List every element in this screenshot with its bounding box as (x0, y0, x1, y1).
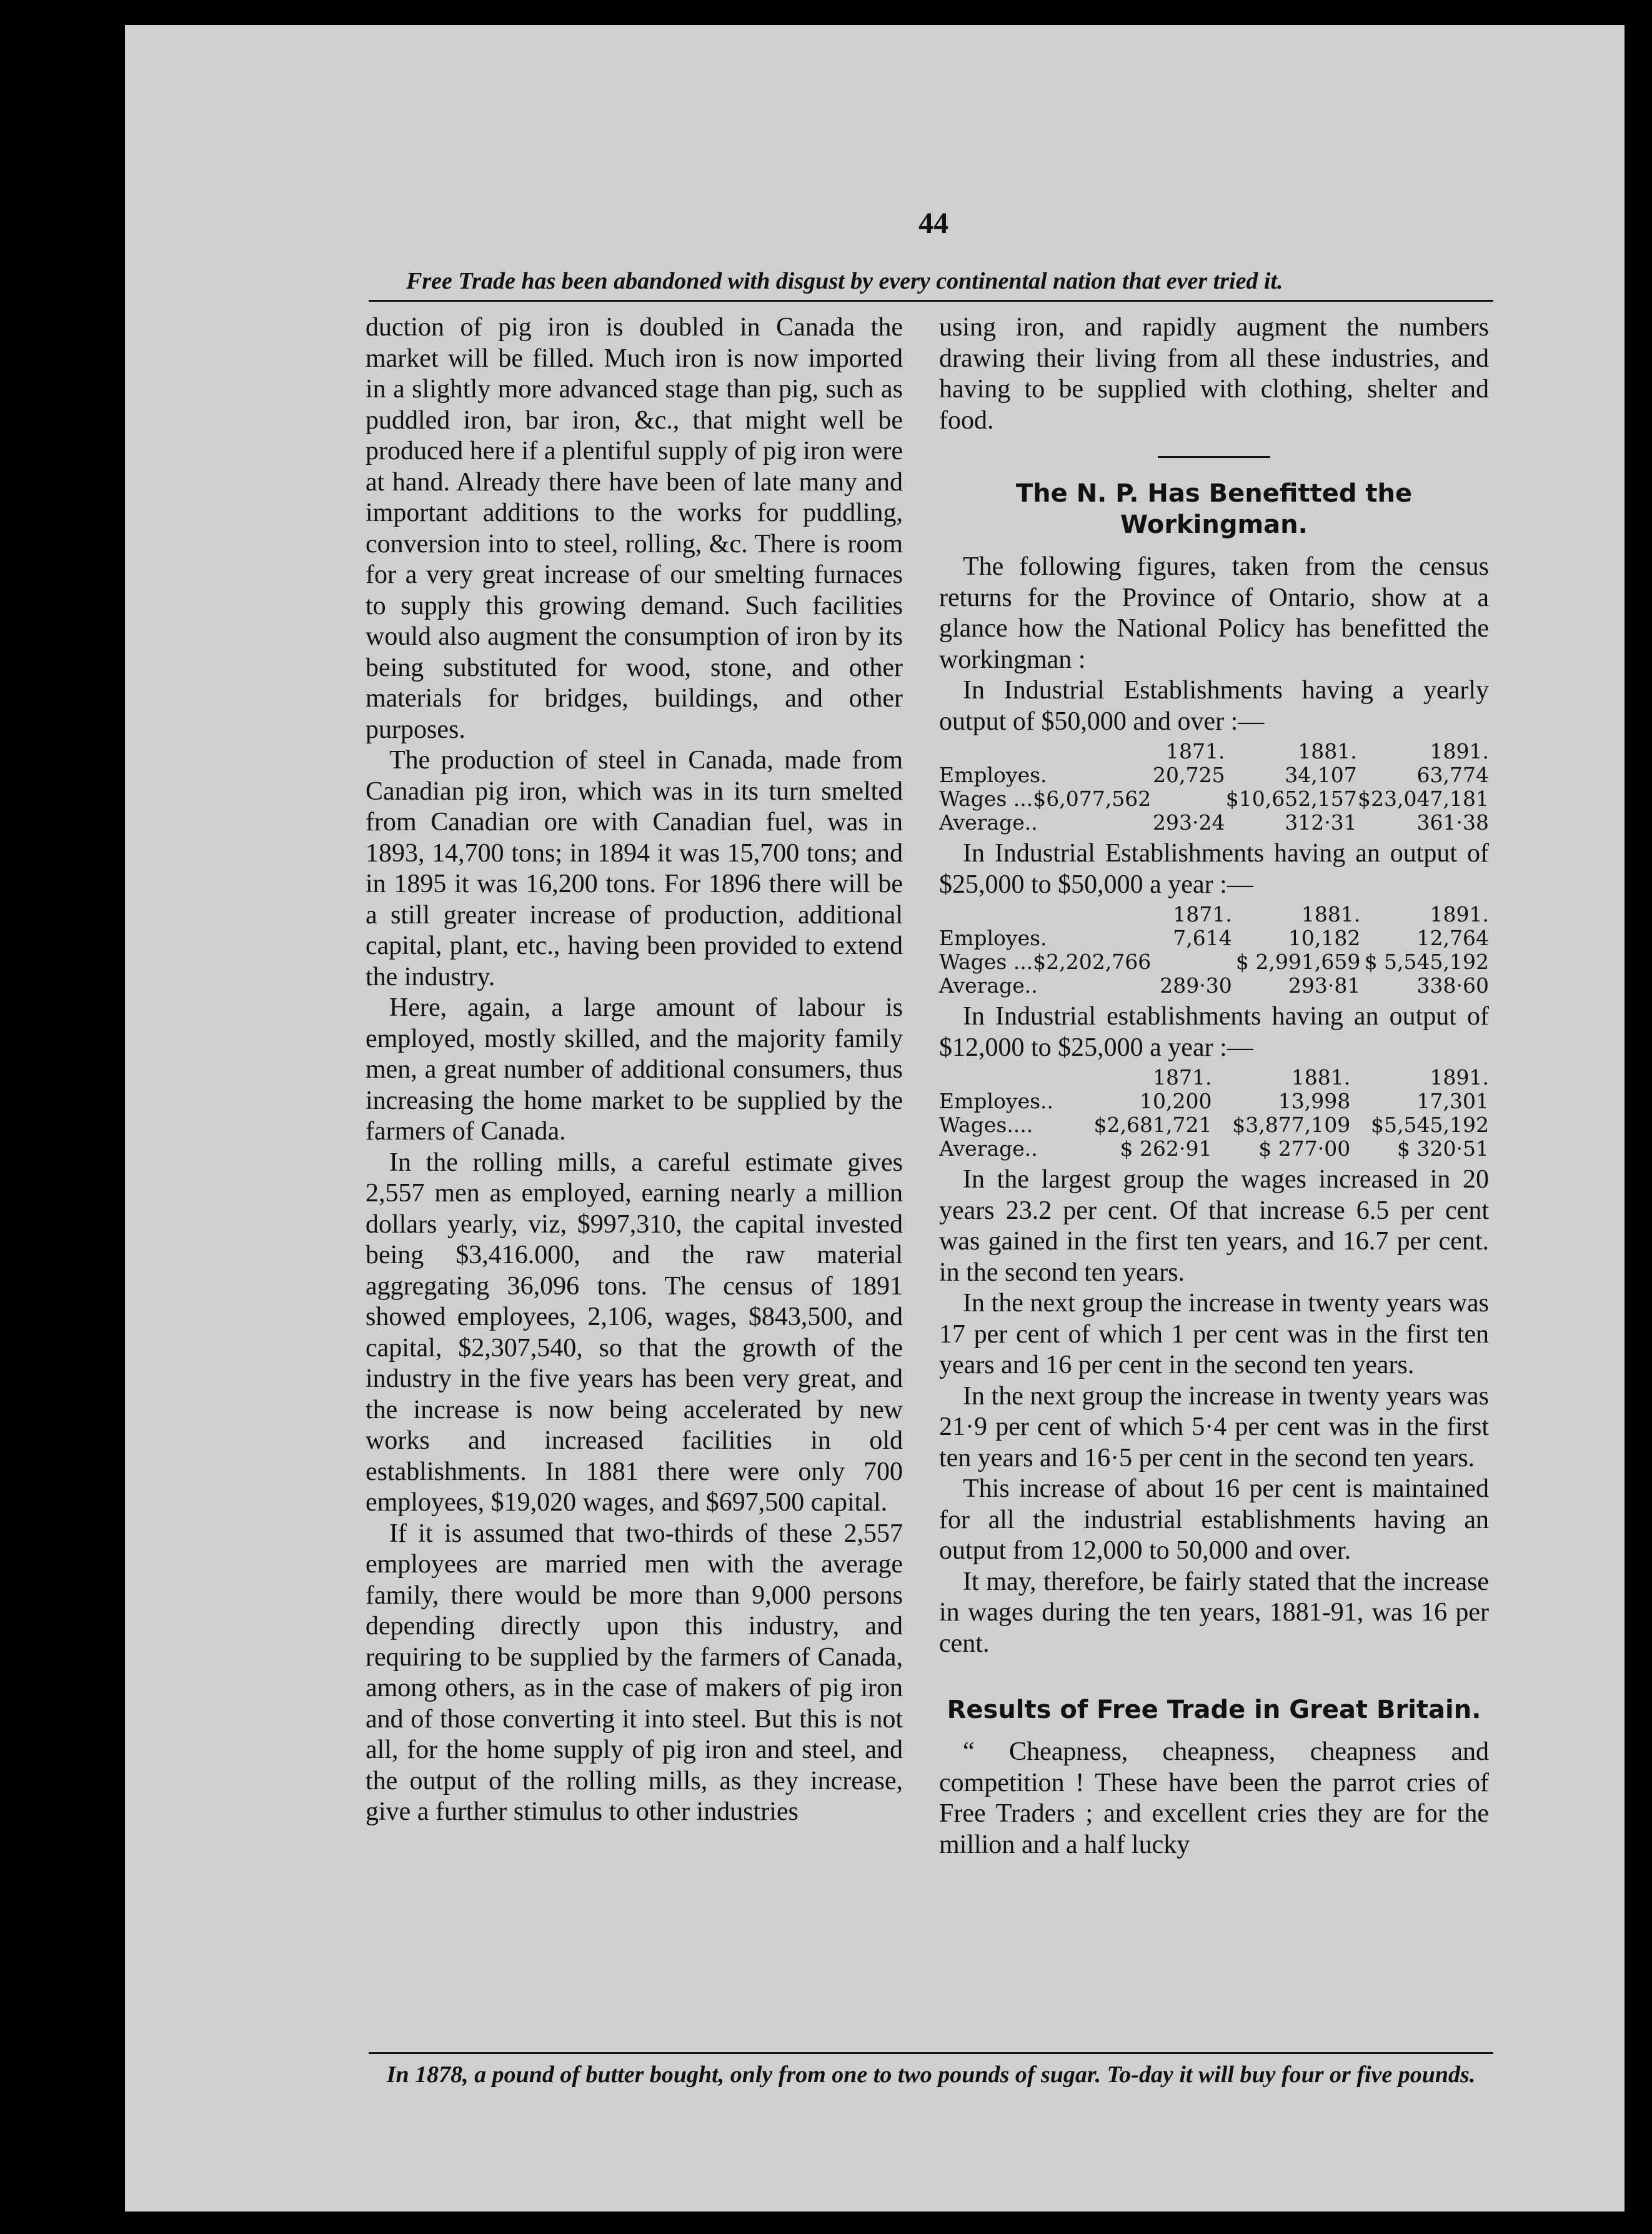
table-cell: $ 5,545,192 (1364, 950, 1489, 974)
table-row (939, 1090, 1489, 1113)
table-row (939, 787, 1489, 811)
header-rule (369, 300, 1493, 302)
year-header: 1871. (1166, 739, 1225, 763)
row-label: Employes. (939, 763, 1047, 787)
row-label: Wages.... (939, 1113, 1033, 1137)
table-cell: 293·24 (1153, 810, 1225, 835)
table-header-row (939, 903, 1489, 926)
table-cell: $ 2,991,659 (1235, 950, 1361, 974)
table-cell: 361·38 (1416, 810, 1489, 835)
paragraph: In the next group the increase in twenty years was 17 per cent of which 1 per cent was in the first ten years and 16 per cent in the second ten years. (939, 1289, 1489, 1379)
table-cell: 10,182 (1288, 926, 1361, 950)
paragraph: In the next group the increase in twenty years was 21·9 per cent of which 5·4 per cent was in the first ten years and 16·5 per cent in the second ten years. (939, 1381, 1489, 1472)
paragraph: In the rolling mills, a careful estimate gives 2,557 men as employed, earning nearly a million dollars yearly, viz, $997,310, the capital invested being $3,416.000, and the raw material aggregating 36,096 tons. The census of 1891 showed employees, 2,106, wages, $843,500, and capital, $2,307,540, so that the growth of the industry in the five years has been very great, and the increase is now being accelerated by new works and increased facilities in old establishments. In 1881 there were only 700 employees, $19,020 wages, and $697,500 capital. (366, 1148, 903, 1517)
table-cell: 293·81 (1288, 973, 1361, 998)
section-heading: The N. P. Has Benefitted the Workingman. (1015, 479, 1413, 539)
table-header-row (939, 1066, 1489, 1090)
paragraph: In the largest group the wages increased in 20 years 23.2 per cent. Of that increase 6.5 per cent was gained in the first ten years, and 16.7 per cent. in the second ten years. (939, 1165, 1489, 1287)
paragraph: duction of pig iron is doubled in Canada the market will be filled. Much iron is now imported in a slightly more advanced stage than pig, such as puddled iron, bar iron, &c., that might well be produced here if a plentiful supply of pig iron were at hand. Already there have been of late many and important additions to the works for puddling, conversion into to steel, rolling, &c. There is room for a very great increase of our smelting furnaces to supply this growing demand. Such facilities would also augment the consumption of iron by its being substituted for wood, stone, and other materials for bridges, buildings, and other purposes. (366, 313, 903, 744)
header-motto: Free Trade has been abandoned with disgust by every continental nation that ever tried it. (406, 268, 1283, 294)
row-label: Employes. (939, 926, 1047, 950)
footer-note: In 1878, a pound of butter bought, only from one to two pounds of sugar. To-day it will buy four or five pounds. (386, 2062, 1476, 2088)
stats-table-1 (939, 740, 1489, 835)
paragraph: It may, therefore, be fairly stated that the increase in wages during the ten years, 1881-91, was 16 per cent. (939, 1567, 1489, 1658)
table-cell: $10,652,157 (1225, 787, 1357, 811)
footer-rule (369, 2052, 1493, 2054)
table-row (939, 926, 1489, 950)
table-row (939, 974, 1489, 998)
table-cell: $3,877,109 (1232, 1113, 1351, 1137)
table-intro: In Industrial establishments having an output of $12,000 to $25,000 a year :— (939, 1002, 1489, 1062)
table-cell: 338·60 (1416, 973, 1489, 998)
table-cell: 289·30 (1160, 973, 1232, 998)
section-divider (1158, 456, 1270, 458)
year-header: 1881. (1298, 739, 1357, 763)
table-row (939, 811, 1489, 835)
row-label: Wages ...$2,202,766 (939, 950, 1152, 974)
paragraph: “ Cheapness, cheapness, cheapness and competition ! These have been the parrot cries of Free Traders ; and excellent cries they are for the million and a half lucky (939, 1737, 1489, 1859)
table-cell (1152, 787, 1225, 811)
table-cell: 13,998 (1278, 1089, 1351, 1113)
row-label: Average.. (939, 973, 1038, 998)
paragraph: The production of steel in Canada, made from Canadian pig iron, which was in its turn smelted from Canadian ore with Canadian fuel, was in 1893, 14,700 tons; in 1894 it was 15,700 tons; and in 1895 it was 16,200 tons. For 1896 there will be a still greater increase of production, additional capital, plant, etc., having been provided to extend the industry. (366, 746, 903, 991)
table-cell: $ 262·91 (1120, 1136, 1212, 1161)
table-cell: 34,107 (1285, 763, 1357, 787)
year-header: 1881. (1301, 902, 1361, 926)
table-cell: 312·31 (1285, 810, 1357, 835)
table-cell (1158, 950, 1232, 974)
table-cell: 20,725 (1153, 763, 1225, 787)
page-number: 44 (918, 207, 948, 240)
year-header: 1881. (1291, 1065, 1351, 1090)
section-heading: Results of Free Trade in Great Britain. (947, 1695, 1481, 1724)
year-header: 1871. (1173, 902, 1232, 926)
table-cell: $ 277·00 (1258, 1136, 1351, 1161)
table-row (939, 1137, 1489, 1161)
table-cell: $5,545,192 (1371, 1113, 1489, 1137)
row-label: Average.. (939, 810, 1038, 835)
paragraph: This increase of about 16 per cent is maintained for all the industrial establishments having an output from 12,000 to 50,000 and over. (939, 1474, 1489, 1565)
table-cell: 7,614 (1173, 926, 1232, 950)
year-header: 1891. (1430, 1065, 1489, 1090)
paragraph: The following figures, taken from the census returns for the Province of Ontario, show at a glance how the National Policy has benefitted the workingman : (939, 552, 1489, 674)
left-column (366, 312, 903, 1828)
row-label: Employes.. (939, 1089, 1054, 1113)
table-cell: $2,681,721 (1093, 1113, 1212, 1137)
row-label: Average.. (939, 1136, 1038, 1161)
year-header: 1871. (1153, 1065, 1212, 1090)
stats-table-2 (939, 903, 1489, 998)
right-column (939, 312, 1489, 1860)
table-intro: In Industrial Establishments having an output of $25,000 to $50,000 a year :— (939, 839, 1489, 899)
table-cell: 63,774 (1416, 763, 1489, 787)
year-header: 1891. (1430, 902, 1489, 926)
stats-table-3 (939, 1066, 1489, 1161)
table-cell: 17,301 (1416, 1089, 1489, 1113)
table-header-row (939, 740, 1489, 763)
paragraph: If it is assumed that two-thirds of these 2,557 employees are married men with the average family, there would be more than 9,000 persons depending directly upon this industry, and requiring to be supplied by the farmers of Canada, among others, as in the case of makers of pig iron and of those converting it into steel. But this is not all, for the home supply of pig iron and steel, and the output of the rolling mills, as they increase, give a further stimulus to other industries (366, 1519, 903, 1826)
table-intro: In Industrial Establishments having a yearly output of $50,000 and over :— (939, 676, 1489, 736)
year-header: 1891. (1430, 739, 1489, 763)
table-row (939, 950, 1489, 974)
table-cell: $ 320·51 (1397, 1136, 1489, 1161)
table-cell: $23,047,181 (1358, 787, 1489, 811)
table-row (939, 763, 1489, 787)
paragraph: using iron, and rapidly augment the numbers drawing their living from all these industries, and having to be supplied with clothing, shelter and food. (939, 313, 1489, 435)
table-row (939, 1113, 1489, 1137)
paragraph: Here, again, a large amount of labour is employed, mostly skilled, and the majority family men, a great number of additional consumers, thus increasing the home market to be supplied by the farmers of Canada. (366, 993, 903, 1146)
table-cell: 12,764 (1416, 926, 1489, 950)
table-cell: 10,200 (1140, 1089, 1212, 1113)
row-label: Wages ...$6,077,562 (939, 787, 1152, 811)
